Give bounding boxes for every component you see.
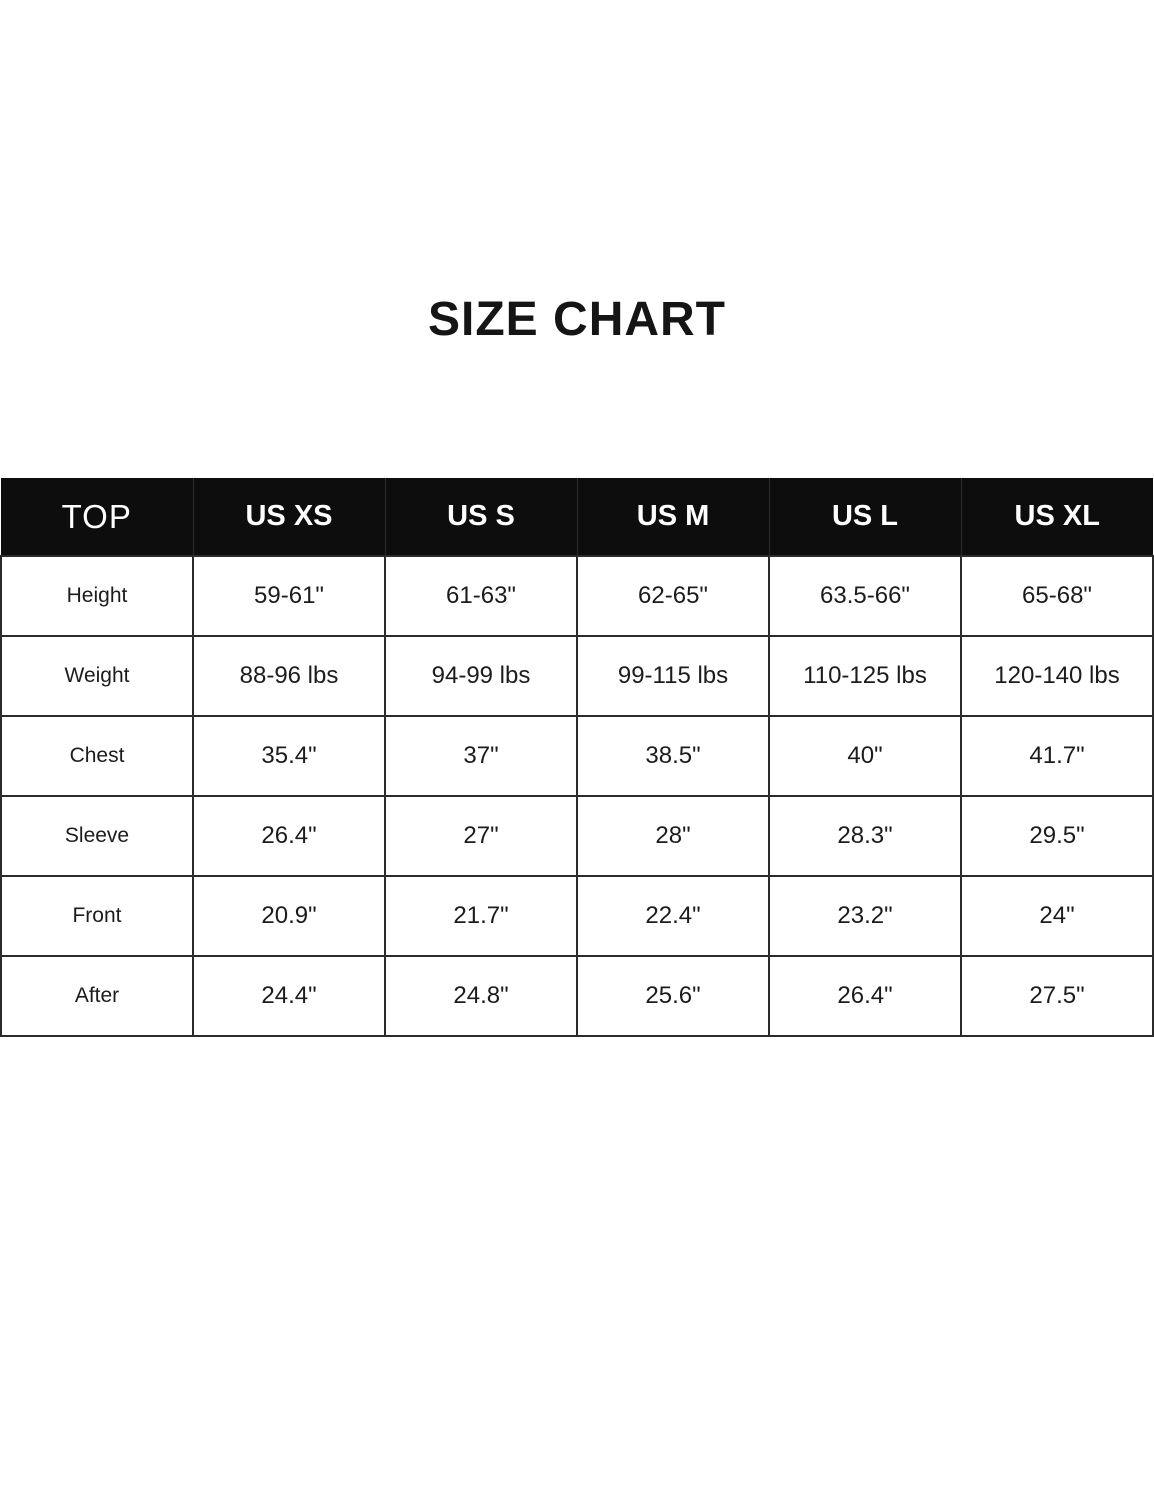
header-cell-us-m: US M <box>577 478 769 556</box>
table-cell: 29.5" <box>961 796 1153 876</box>
table-header <box>1 478 1153 556</box>
header-cell-us-xl: US XL <box>961 478 1153 556</box>
table-cell: 24.8" <box>385 956 577 1036</box>
table-cell: 22.4" <box>577 876 769 956</box>
header-cell-us-s: US S <box>385 478 577 556</box>
table-cell: 62-65" <box>577 556 769 636</box>
table-cell: 27.5" <box>961 956 1153 1036</box>
table-cell: 41.7" <box>961 716 1153 796</box>
row-label: Front <box>1 876 193 956</box>
table-body <box>1 556 1153 1036</box>
table-cell: 120-140 lbs <box>961 636 1153 716</box>
table-cell: 94-99 lbs <box>385 636 577 716</box>
table-cell: 37" <box>385 716 577 796</box>
table-row-chest <box>1 716 1153 796</box>
table-cell: 26.4" <box>769 956 961 1036</box>
table-row-height <box>1 556 1153 636</box>
table-cell: 24.4" <box>193 956 385 1036</box>
table-row-sleeve <box>1 796 1153 876</box>
table-cell: 24" <box>961 876 1153 956</box>
header-row <box>1 478 1153 556</box>
table-cell: 59-61" <box>193 556 385 636</box>
row-label: Height <box>1 556 193 636</box>
table-cell: 28.3" <box>769 796 961 876</box>
table-row-weight <box>1 636 1153 716</box>
table-cell: 20.9" <box>193 876 385 956</box>
table-cell: 21.7" <box>385 876 577 956</box>
row-label: After <box>1 956 193 1036</box>
table-cell: 25.6" <box>577 956 769 1036</box>
table-cell: 23.2" <box>769 876 961 956</box>
row-label: Sleeve <box>1 796 193 876</box>
header-cell-us-xs: US XS <box>193 478 385 556</box>
header-cell-us-l: US L <box>769 478 961 556</box>
size-chart-table <box>0 478 1154 1037</box>
table-cell: 28" <box>577 796 769 876</box>
table-row-front <box>1 876 1153 956</box>
page-title: SIZE CHART <box>428 293 726 346</box>
row-label: Chest <box>1 716 193 796</box>
table-cell: 26.4" <box>193 796 385 876</box>
table-cell: 65-68" <box>961 556 1153 636</box>
table-cell: 61-63" <box>385 556 577 636</box>
table-cell: 35.4" <box>193 716 385 796</box>
table-cell: 110-125 lbs <box>769 636 961 716</box>
row-label: Weight <box>1 636 193 716</box>
table-cell: 63.5-66" <box>769 556 961 636</box>
table-cell: 88-96 lbs <box>193 636 385 716</box>
table-cell: 38.5" <box>577 716 769 796</box>
table-cell: 27" <box>385 796 577 876</box>
table-cell: 40" <box>769 716 961 796</box>
table-row-after <box>1 956 1153 1036</box>
table-cell: 99-115 lbs <box>577 636 769 716</box>
header-cell-top: TOP <box>1 478 193 556</box>
